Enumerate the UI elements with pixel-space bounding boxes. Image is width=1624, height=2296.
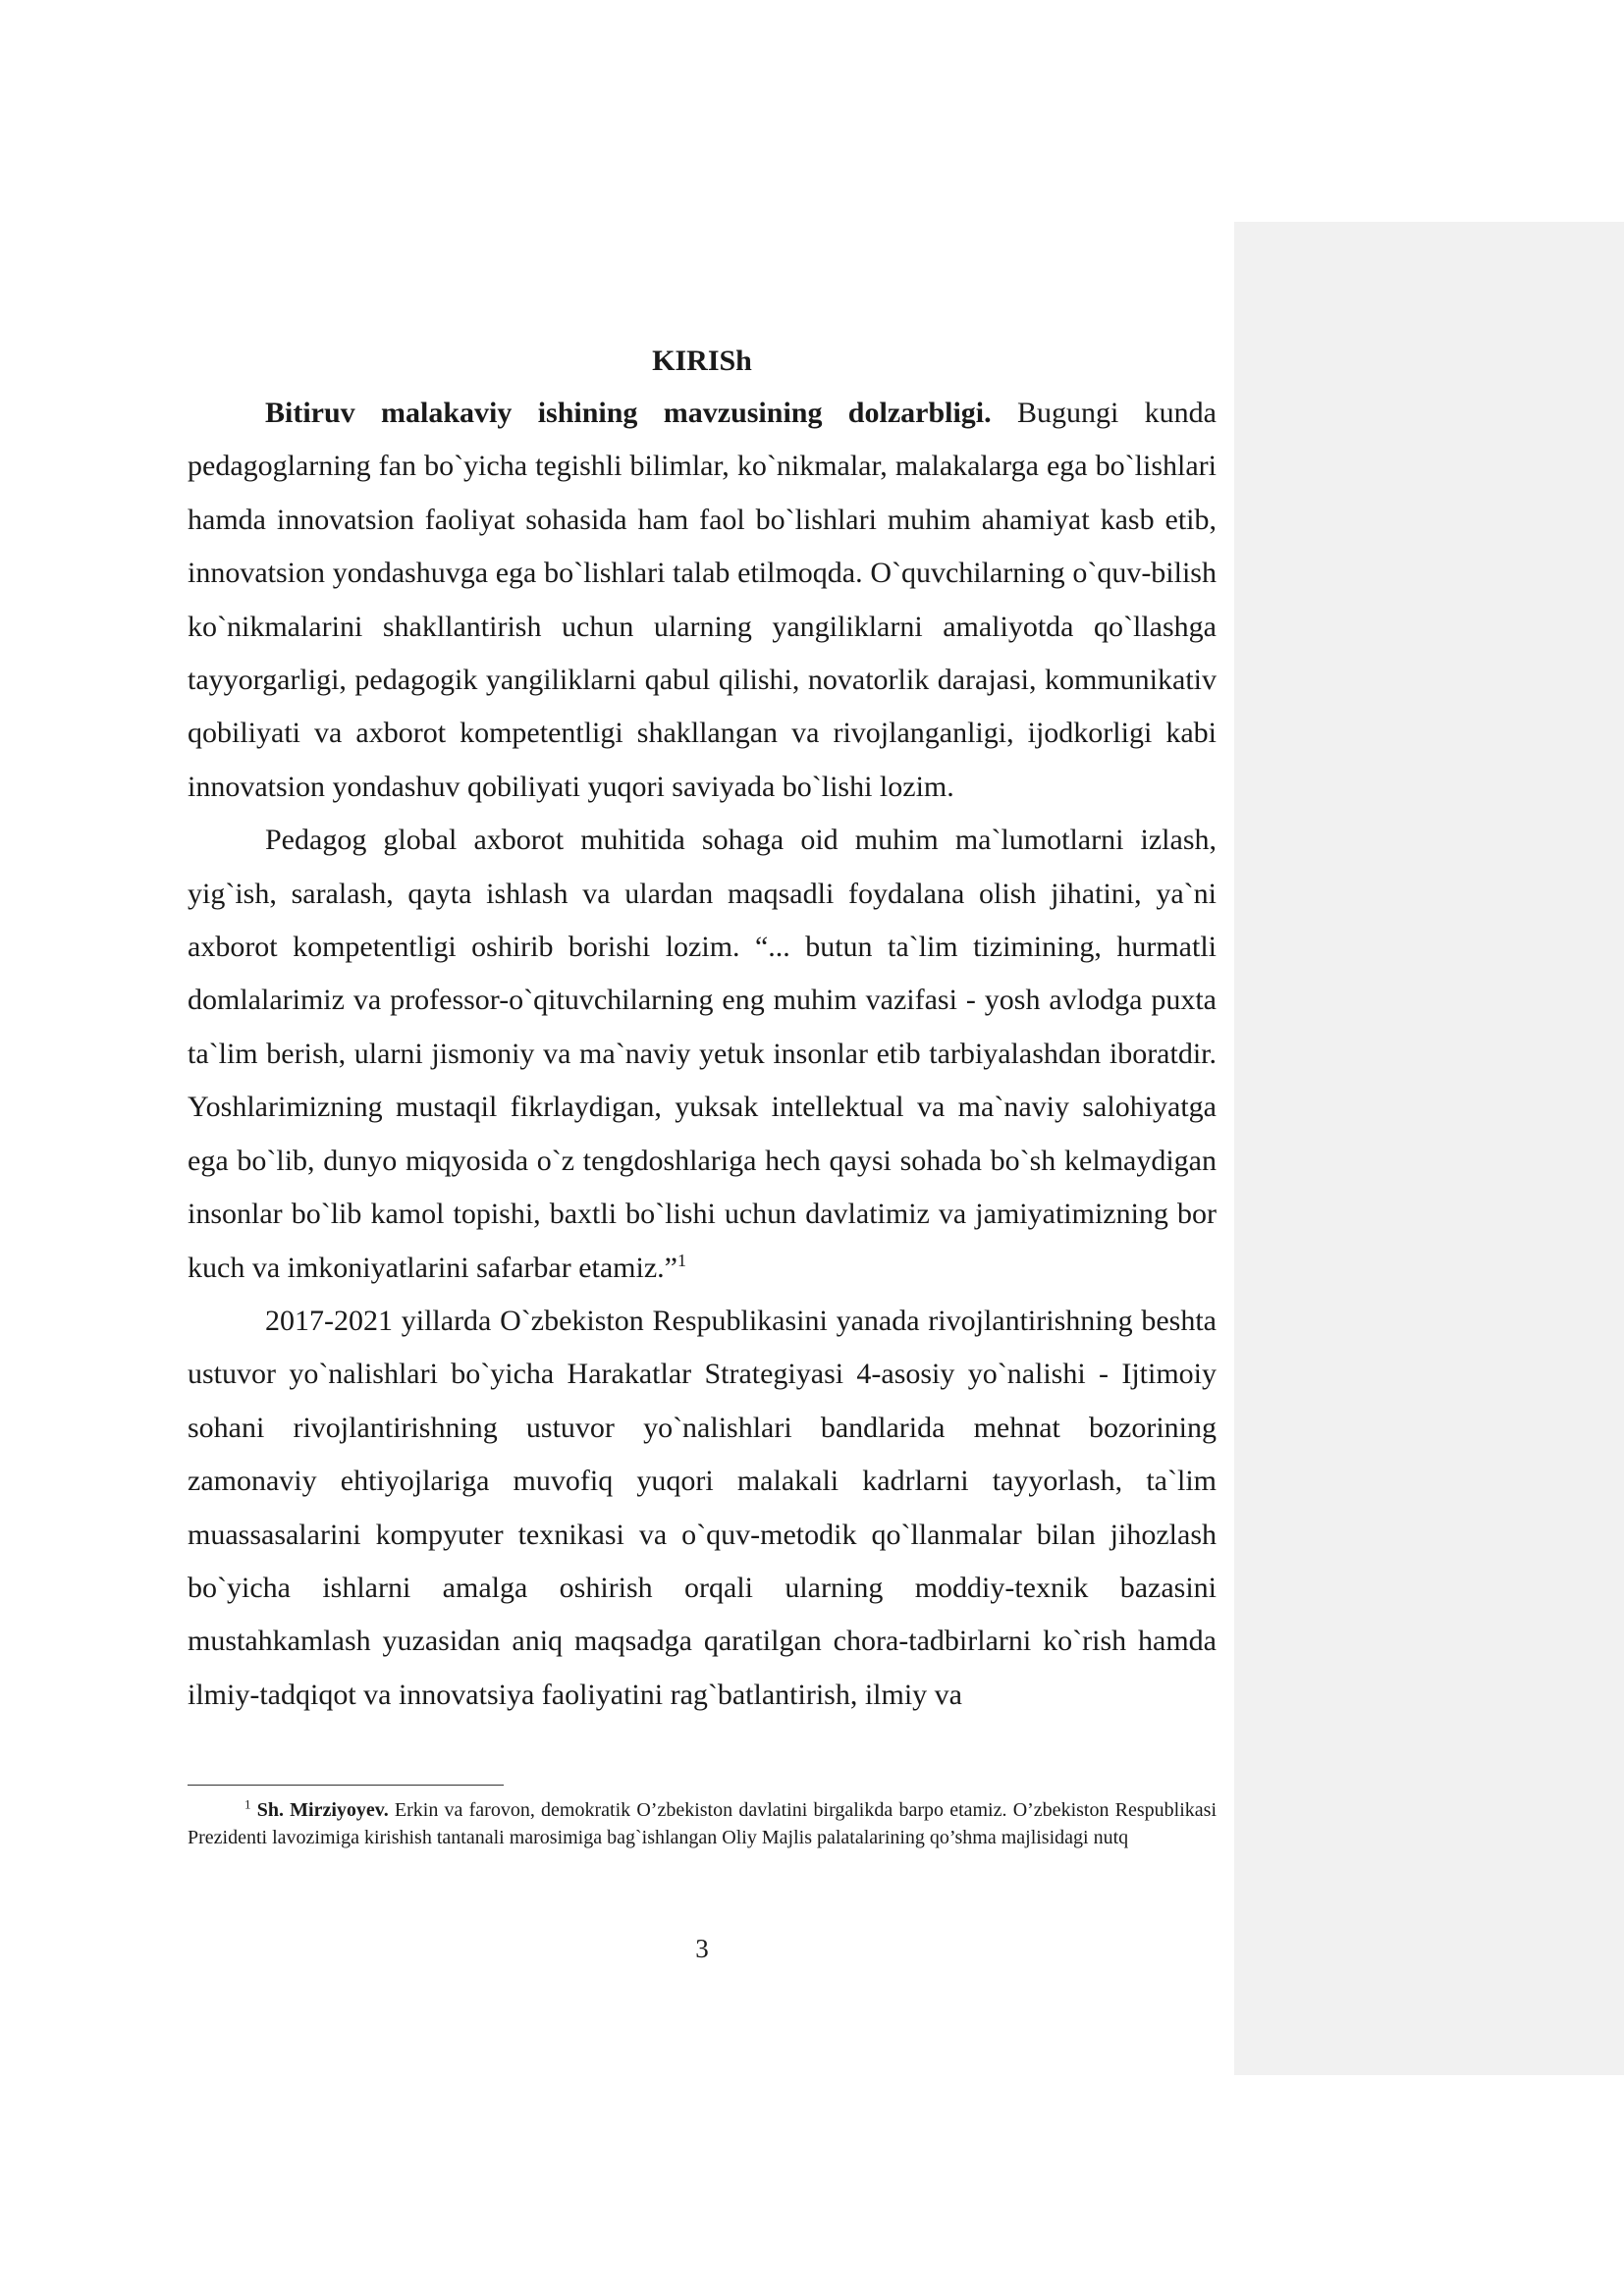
paragraph-3 [188,1295,1217,1722]
paragraph-1-text: Bugungi kunda pedagoglarning fan bo`yicha tegishli bilimlar, ko`nikmalar, malakalarga ega bo`lishlari hamda innovatsion faoliyat sohasida ham faol bo`lishlari muhim ahamiyat kasb etib, innovatsion yondashuvga ega bo`lishlari talab etilmoqda. O`quvchilarning o`quv-bilish ko`nikmalarini shakllantirish uchun ularning yangiliklarni amaliyotda qo`llashga tayyorgarligi, pedagogik yangiliklarni qabul qilishi, novatorlik darajasi, kommunikativ qobiliyati va axborot kompetentligi shakllangan va rivojlanganligi, ijodkorligi kabi innovatsion yondashuv qobiliyati yuqori saviyada bo`lishi lozim. [188,397,1217,803]
page-body [188,336,1217,1722]
footnote-author: Sh. Mirziyoyev. [256,1799,389,1821]
section-heading: KIRISh [652,345,752,377]
paragraph-2-text: Pedagog global axborot muhitida sohaga oid muhim ma`lumotlarni izlash, yig`ish, saralash, qayta ishlash va ulardan maqsadli foydalana olish jihatini, ya`ni axborot kompetentligi oshirib borishi lozim. “... butun ta`lim tizimining, hurmatli domlalarimiz va professor-o`qituvchilarning eng muhim vazifasi - yosh avlodga puxta ta`lim berish, ularni jismoniy va ma`naviy yetuk insonlar etib tarbiyalashdan iboratdir. Yoshlarimizning mustaqil fikrlaydigan, yuksak intellektual va ma`naviy salohiyatga ega bo`lib, dunyo miqyosida o`z tengdoshlariga hech qaysi sohada bo`sh kelmaydigan insonlar bo`lib kamol topishi, baxtli bo`lishi uchun davlatimiz va jamiyatimizning bor kuch va imkoniyatlarini safarbar etamiz.” [188,824,1217,1284]
comment-pane [1234,222,1624,2075]
paragraph-2 [188,814,1217,1295]
paragraph-3-text: 2017-2021 yillarda O`zbekiston Respublikasini yanada rivojlantirishning beshta ustuvor yo`nalishlari bo`yicha Harakatlar Strategiyasi 4-asosiy yo`nalishi - Ijtimoiy sohani rivojlantirishning ustuvor yo`nalishlari bandlarida mehnat bozorining zamonaviy ehtiyojlariga muvofiq yuqori malakali kadrlarni tayyorlash, ta`lim muassasalarini kompyuter texnikasi va o`quv-metodik qo`llanmalar bilan jihozlash bo`yicha ishlarni amalga oshirish orqali ularning moddiy-texnik bazasini mustahkamlash yuzasidan aniq maqsadga qaratilgan chora-tadbirlarni ko`rish hamda ilmiy-tadqiqot va innovatsiya faoliyatini rag`batlantirish, ilmiy va [188,1304,1217,1711]
paragraph-lead: Bitiruv malakaviy ishining mavzusining dolzarbligi. [265,397,992,429]
page-number: 3 [695,1934,709,1963]
footnote [188,1796,1217,1851]
footnote-separator [188,1785,504,1786]
footnote-number: 1 [244,1796,251,1812]
footnote-text: Erkin va farovon, demokratik O’zbekiston davlatini birgalikda barpo etamiz. O’zbekiston Respublikasi Prezidenti lavozimiga kirishish tantanali marosimiga bag`ishlangan Oliy Majlis palatalarining qo’shma majlisidagi nutq [188,1799,1218,1848]
paragraph-1 [188,387,1217,814]
footnote-reference[interactable]: 1 [677,1250,686,1270]
